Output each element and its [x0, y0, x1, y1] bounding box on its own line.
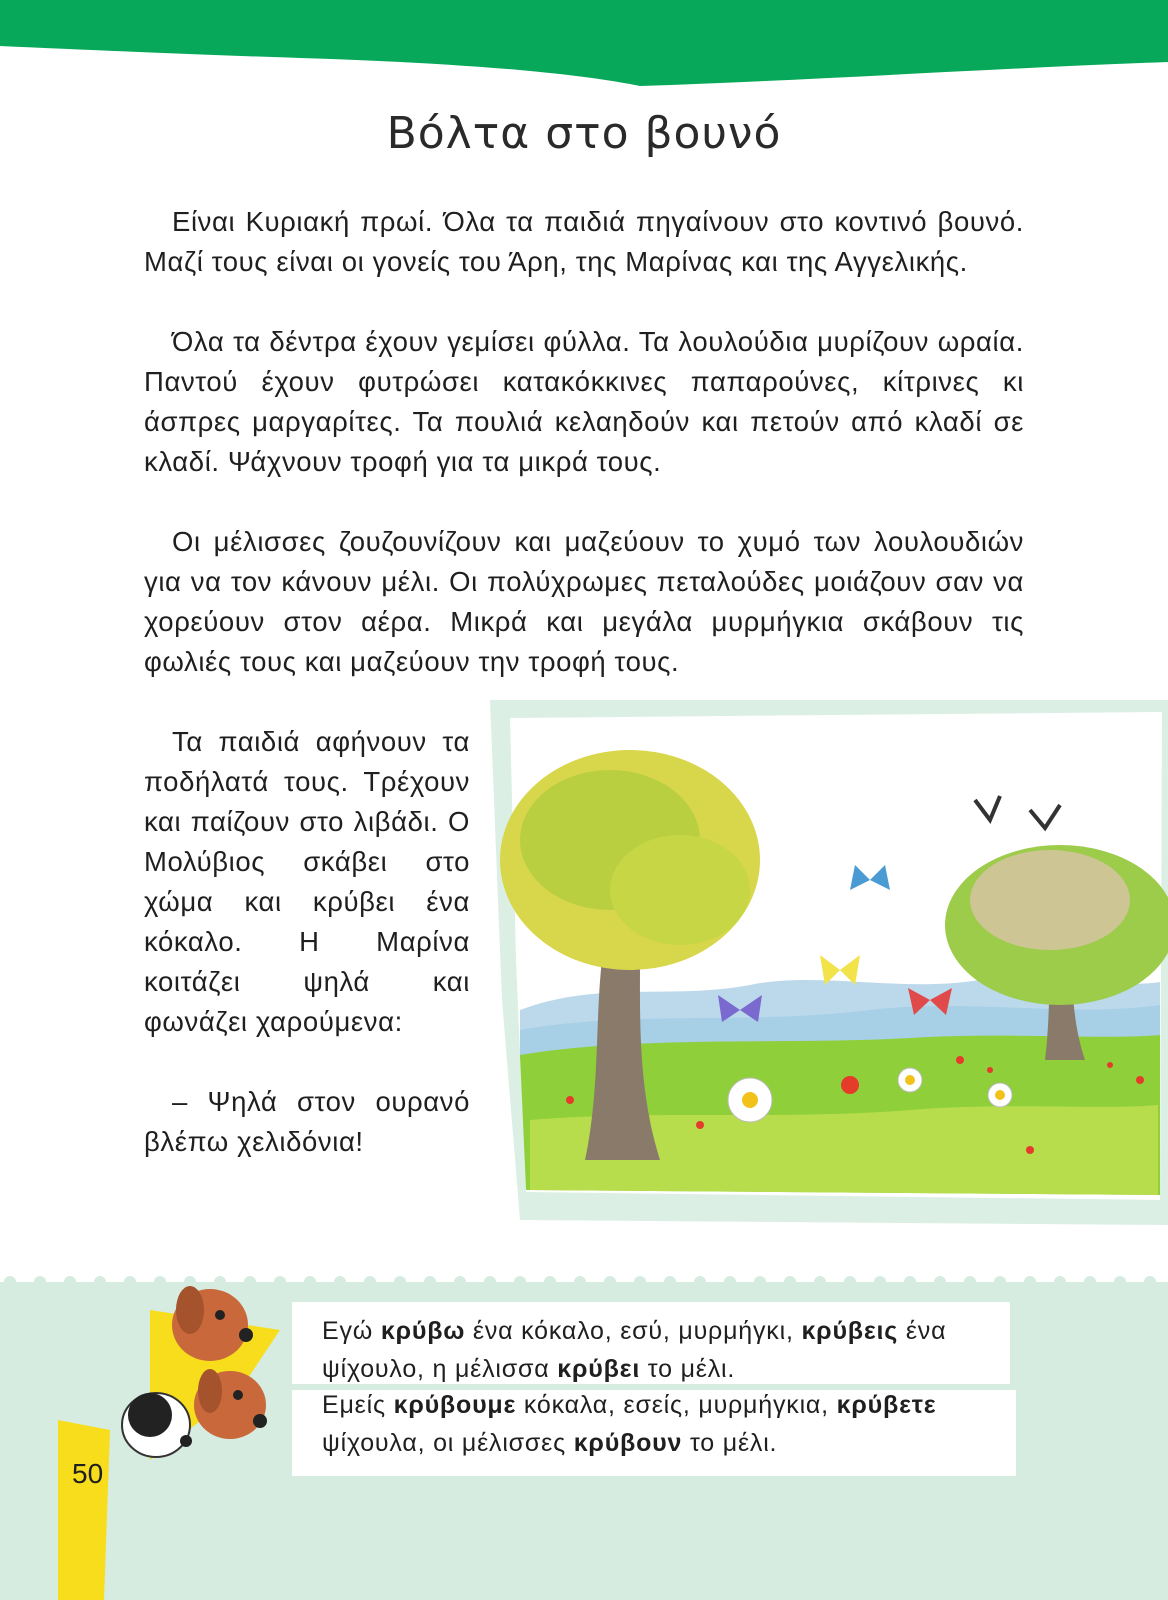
- note-text: ένα ψίχουλο, η μέλισσα: [322, 1317, 947, 1383]
- paragraph-2: Όλα τα δέντρα έχουν γεμίσει φύλλα. Τα λουλούδια μυρίζουν ωραία. Παντού έχουν φυτρώσει κατακόκκινες παπαρούνες, κίτρινες κι άσπρες μαργαρίτες. Τα πουλιά κελαηδούν και πετούν από κλαδί σε κλαδί. Ψάχνουν τροφή για τα μικρά τους.: [144, 326, 1024, 477]
- paragraph-1: Είναι Κυριακή πρωί. Όλα τα παιδιά πηγαίνουν στο κοντινό βουνό. Μαζί τους είναι οι γονείς του Άρη, της Μαρίνας και της Αγγελικής.: [144, 206, 1024, 277]
- grammar-note-singular: [322, 1312, 982, 1388]
- paragraph-3: Οι μέλισσες ζουζουνίζουν και μαζεύουν το χυμό των λουλουδιών για να τον κάνουν μέλι. Οι πολύχρωμες πεταλούδες μοιάζουν σαν να χορεύουν στον αέρα. Μικρά και μεγάλα μυρμήγκια σκάβουν τις φωλιές τους και μαζεύουν την τροφή τους.: [144, 526, 1024, 677]
- verb-form: κρύβω: [380, 1317, 466, 1345]
- verb-form: κρύβουν: [573, 1429, 683, 1457]
- top-green-band: [0, 0, 1168, 95]
- paragraph-4: Τα παιδιά αφήνουν τα ποδήλατά τους. Τρέχουν και παίζουν στο λιβάδι. Ο Μολύβιος σκάβει στο χώμα και κρύβει ένα κόκαλο. Η Μαρίνα κοιτάζει ψηλά και φωνάζει χαρούμενα:: [144, 726, 470, 1037]
- page-number: 50: [72, 1458, 104, 1489]
- note-text: Εμείς: [322, 1391, 394, 1419]
- verb-form: κρύβει: [557, 1355, 641, 1383]
- meadow-illustration: [490, 700, 1168, 1225]
- note-text: κόκαλα, εσείς, μυρμήγκια,: [516, 1391, 837, 1419]
- note-text: το μέλι.: [682, 1429, 778, 1457]
- verb-form: κρύβουμε: [393, 1391, 517, 1419]
- note-text: ένα κόκαλο, εσύ, μυρμήγκι,: [465, 1317, 802, 1345]
- dog-heads-icon: [120, 1265, 290, 1485]
- note-text: το μέλι.: [640, 1355, 736, 1383]
- dialogue-line: – Ψηλά στον ουρανό βλέπω χελιδόνια!: [144, 1086, 470, 1157]
- grammar-note-plural: [322, 1386, 1002, 1462]
- verb-form: κρύβετε: [836, 1391, 937, 1419]
- note-text: ψίχουλα, οι μέλισσες: [322, 1429, 574, 1457]
- page-title: Βόλτα στο βουνό: [386, 108, 782, 159]
- verb-form: κρύβεις: [801, 1317, 899, 1345]
- note-text: Εγώ: [322, 1317, 381, 1345]
